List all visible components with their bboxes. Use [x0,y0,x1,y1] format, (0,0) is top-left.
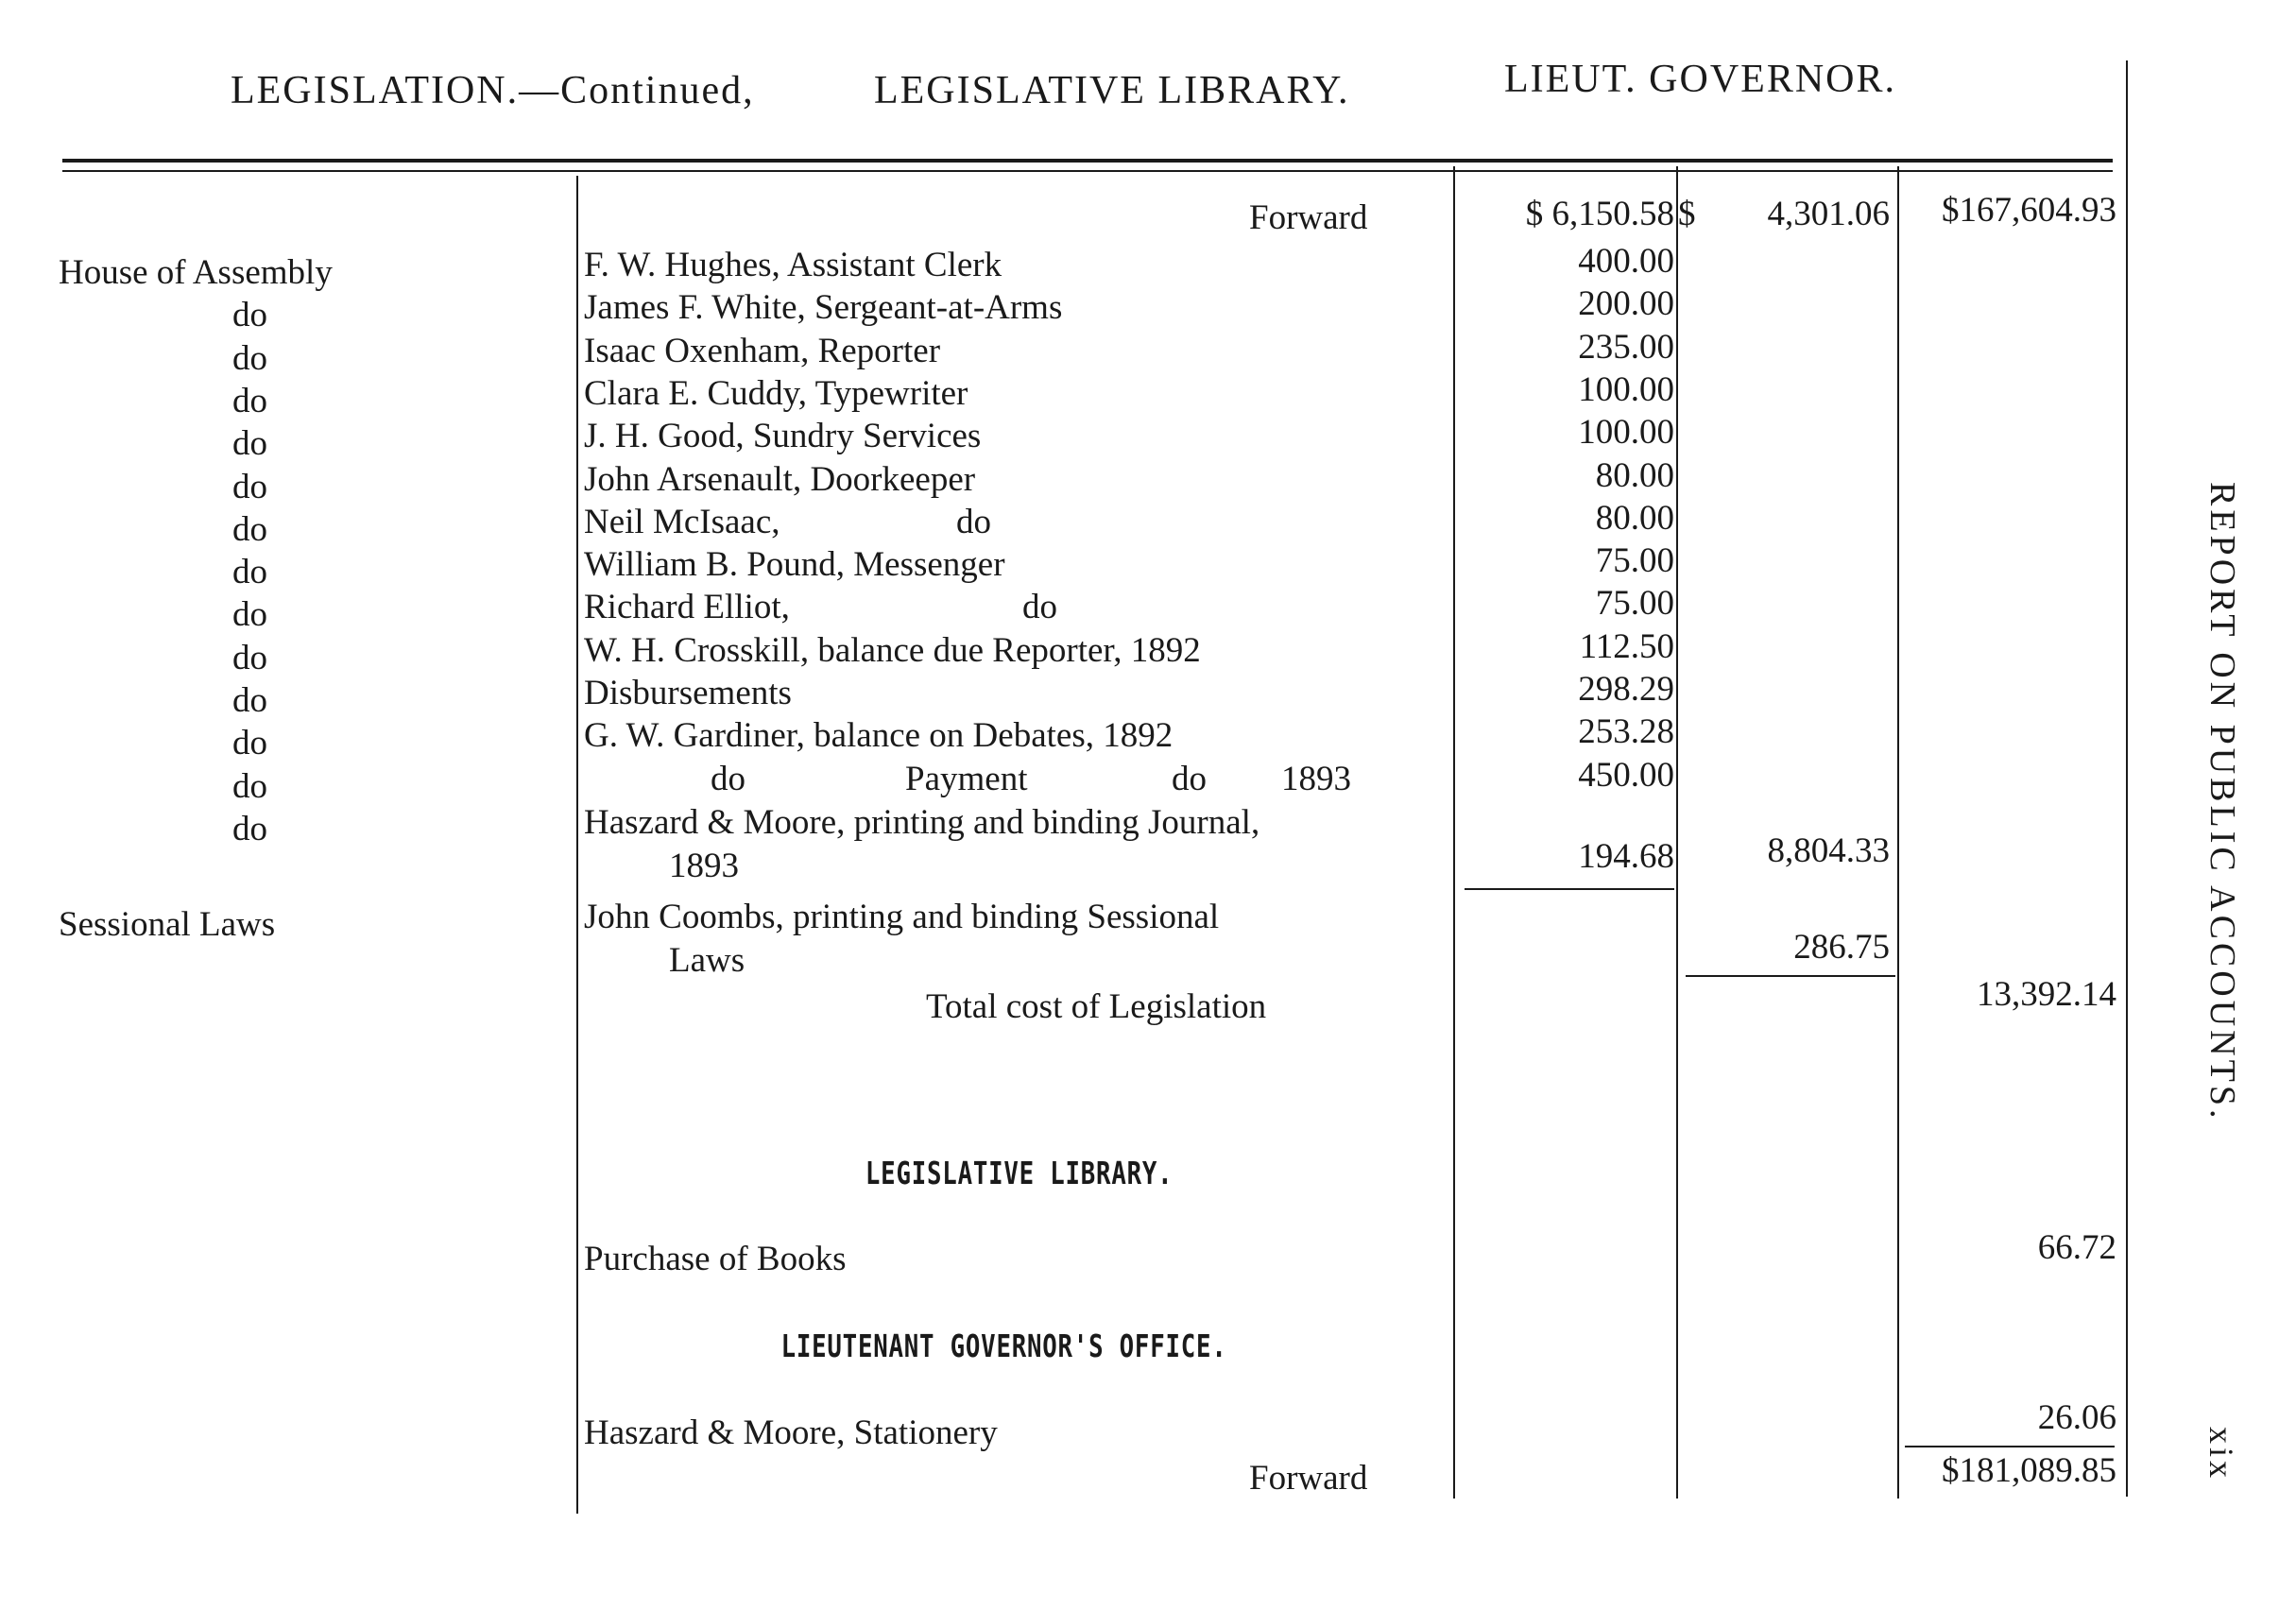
row-description: Richard Elliot, [584,588,790,626]
forward-label-bottom: Forward [1249,1459,1368,1498]
col3-left-line [1897,166,1899,1499]
side-title: REPORT ON PUBLIC ACCOUNTS. [2202,482,2242,1122]
row-amount: 75.00 [1595,584,1674,623]
row-amount: 80.00 [1595,456,1674,495]
row-amount: 298.29 [1578,670,1674,709]
row-description-ditto: do [956,503,991,541]
row-amount: 100.00 [1578,370,1674,409]
header-legislative-library: LEGISLATIVE LIBRARY. [874,69,1350,112]
legislation-subtotal: 8,804.33 [1767,831,1890,870]
row-description: J. H. Good, Sundry Services [584,417,982,455]
col3-total-rule [1905,1446,2115,1447]
row-description: Neil McIsaac, [584,503,780,541]
total-legislation-amount: 13,392.14 [1977,975,2116,1014]
row-description: Isaac Oxenham, Reporter [584,332,941,370]
row-description: John Arsenault, Doorkeeper [584,460,976,499]
row-left-label: do [232,553,267,591]
lieut-item: Haszard & Moore, Stationery [584,1413,998,1452]
row-amount: 75.00 [1595,541,1674,580]
desc-column-line [576,176,578,1514]
page-number: xix [2202,1427,2240,1482]
header-rule-thin [62,170,2113,172]
row-description: G. W. Gardiner, balance on Debates, 1892 [584,716,1174,755]
total-legislation-label: Total cost of Legislation [926,987,1267,1026]
sessional-laws-left: Sessional Laws [59,905,276,944]
hazard-journal-line2: 1893 [669,847,739,885]
row-amount: 253.28 [1578,712,1674,751]
hazard-journal-line1: Haszard & Moore, printing and binding Journal, [584,803,1260,842]
row-description-part: Payment [905,760,1028,798]
header-lieut-governor: LIEUT. GOVERNOR. [1504,58,1897,101]
row-description: James F. White, Sergeant-at-Arms [584,288,1063,327]
col2-total-rule [1686,975,1895,977]
row-amount: 112.50 [1579,627,1674,666]
sessional-line1: John Coombs, printing and binding Sessional [584,898,1220,936]
lieut-heading: LIEUTENANT GOVERNOR'S OFFICE. [780,1327,1227,1364]
row-left-label: do [232,468,267,506]
row-left-label: do [232,639,267,677]
row-amount: 450.00 [1578,756,1674,795]
row-left-label: House of Assembly [59,253,333,292]
library-item: Purchase of Books [584,1240,847,1278]
forward-col2: 4,301.06 [1767,195,1890,233]
page-right-border [2126,60,2128,1497]
row-left-label: do [232,424,267,463]
forward-label-top: Forward [1249,198,1368,237]
row-left-label: do [232,724,267,762]
row-left-label: do [232,510,267,549]
forward-col3: $167,604.93 [1942,191,2116,230]
row-left-label: do [232,681,267,720]
col1-total-rule [1465,888,1674,890]
sessional-amount: 286.75 [1793,928,1890,967]
col2-left-line [1676,166,1678,1499]
hazard-journal-amount: 194.68 [1578,837,1674,876]
row-description-part: do [1172,760,1207,798]
row-description: Clara E. Cuddy, Typewriter [584,374,968,413]
row-amount: 235.00 [1578,328,1674,367]
row-description-part: 1893 [1281,760,1351,798]
row-description: William B. Pound, Messenger [584,545,1005,584]
forward-bottom-amount: $181,089.85 [1942,1451,2116,1490]
library-heading: LEGISLATIVE LIBRARY. [865,1155,1174,1191]
row-left-label: do [232,767,267,806]
col1-left-line [1453,166,1455,1499]
header-rule-thick [62,159,2113,163]
hazard-journal-left: do [232,810,267,848]
row-description: F. W. Hughes, Assistant Clerk [584,246,1002,284]
row-left-label: do [232,595,267,634]
sessional-line2: Laws [669,941,745,980]
row-amount: 400.00 [1578,242,1674,281]
row-description: W. H. Crosskill, balance due Reporter, 1892 [584,631,1201,670]
row-left-label: do [232,296,267,334]
row-amount: 200.00 [1578,284,1674,323]
forward-col2-dollar: $ [1678,195,1696,233]
row-amount: 80.00 [1595,499,1674,538]
forward-col1: $ 6,150.58 [1525,195,1674,233]
lieut-amount: 26.06 [2037,1398,2116,1437]
row-description-ditto: do [1022,588,1057,626]
row-left-label: do [232,339,267,378]
row-amount: 100.00 [1578,413,1674,452]
row-left-label: do [232,382,267,420]
header-legislation: LEGISLATION.—Continued, [231,69,755,112]
library-amount: 66.72 [2037,1228,2116,1267]
row-description: do [711,760,745,798]
row-description: Disbursements [584,674,792,712]
